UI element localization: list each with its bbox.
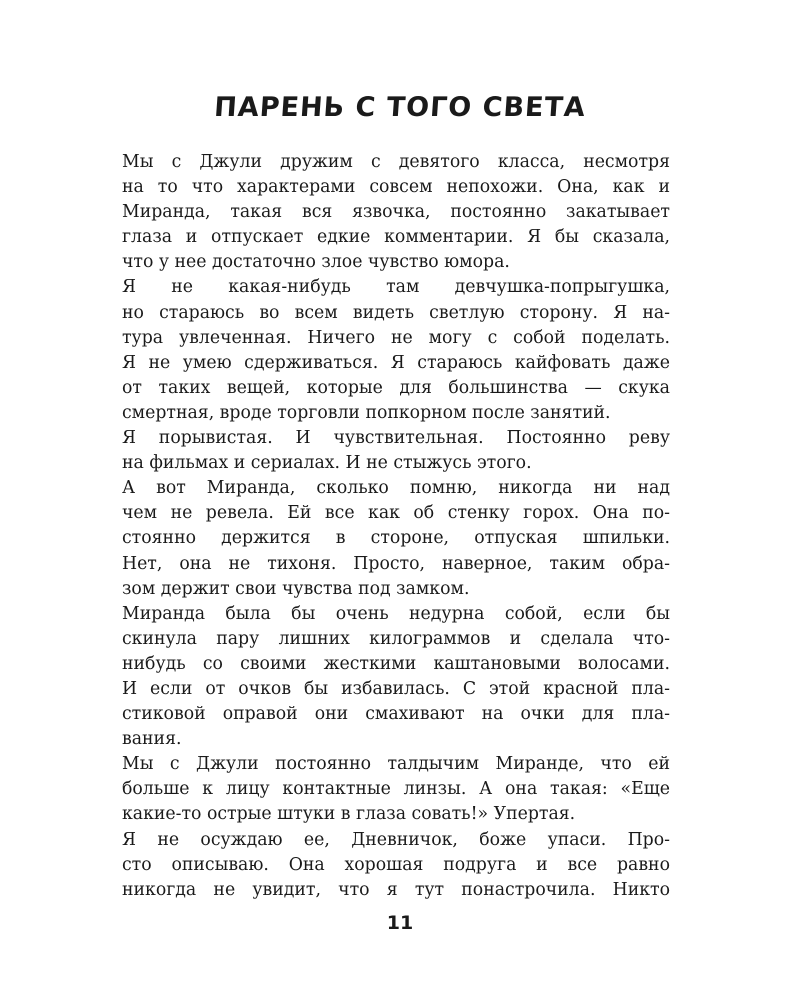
chapter-title: ПАРЕНЬ С ТОГО СВЕТА [213, 92, 587, 123]
page-number: 11 [386, 912, 414, 934]
text-line: стиковой оправой они смахивают на очки для пла- [122, 704, 670, 725]
text-line: на фильмах и сериалах. И не стыжусь этого. [122, 453, 532, 474]
text-line: Я порывистая. И чувствительная. Постоянно реву [122, 428, 670, 449]
text-line: Я не осуждаю ее, Дневничок, боже упаси. Про- [122, 829, 670, 850]
text-line: какие-то острые штуки в глаза совать!» Упертая. [122, 804, 576, 825]
text-line: никогда не увидит, что я тут понастрочила. Никто [122, 879, 670, 900]
text-line: но стараюсь во всем видеть светлую сторону. Я на- [122, 302, 670, 323]
text-line: И если от очков бы избавилась. С этой красной пла- [122, 678, 670, 699]
text-line: зом держит свои чувства под замком. [122, 578, 470, 599]
text-line: тура увлеченная. Ничего не могу с собой поделать. [122, 327, 670, 348]
text-line: больше к лицу контактные линзы. А она такая: «Еще [122, 779, 670, 800]
text-line: Я не умею сдерживаться. Я стараюсь кайфовать даже [122, 352, 670, 373]
text-line: Мы с Джули постоянно талдычим Миранде, что ей [122, 754, 670, 775]
text-line: А вот Миранда, сколько помню, никогда ни над [122, 478, 670, 499]
body-text [122, 150, 670, 903]
text-line: на то что характерами совсем непохожи. Она, как и [122, 177, 670, 198]
text-line: глаза и отпускает едкие комментарии. Я бы сказала, [122, 227, 670, 248]
text-line: Мы с Джули дружим с девятого класса, несмотря [122, 152, 670, 172]
text-line: Я не какая-нибудь там девчушка-попрыгушка, [122, 277, 670, 298]
text-line: от таких вещей, которые для большинства — скука [122, 377, 670, 398]
text-line: скинула пару лишних килограммов и сделала что- [122, 628, 670, 649]
text-line: Миранда, такая вся язвочка, постоянно закатывает [122, 202, 670, 223]
text-line: нибудь со своими жесткими каштановыми волосами. [122, 653, 670, 674]
text-line: вания. [122, 729, 182, 750]
text-line: стоянно держится в стороне, отпуская шпильки. [122, 528, 670, 549]
text-line: Миранда была бы очень недурна собой, если бы [122, 603, 670, 624]
text-line: сто описываю. Она хорошая подруга и все равно [122, 854, 670, 875]
text-line: что у нее достаточно злое чувство юмора. [122, 252, 510, 273]
text-line: чем не ревела. Ей все как об стенку горох. Она по- [122, 503, 670, 524]
text-line: смертная, вроде торговли попкорном после занятий. [122, 402, 611, 423]
text-line: Нет, она не тихоня. Просто, наверное, таким обра- [122, 553, 670, 574]
